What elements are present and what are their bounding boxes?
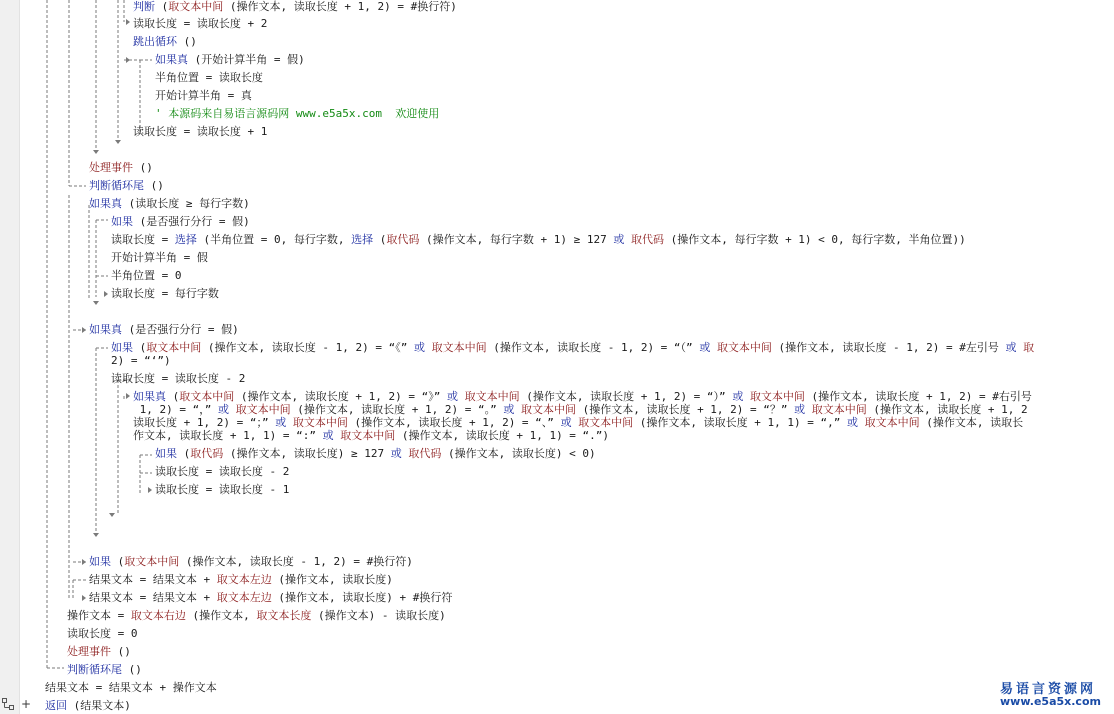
watermark-url: www.e5a5x.com — [1000, 695, 1101, 708]
code-token: (半角位置 = 0, 每行字数, — [196, 233, 352, 246]
code-token: ( — [133, 341, 147, 354]
code-token: (是否强行分行 = 假) — [122, 323, 239, 336]
code-token: 取文本中间 — [811, 403, 867, 416]
code-token: 读取长度 + 1, 2) = “；” — [133, 416, 276, 429]
code-token: ' 本源码来自易语言源码网 www.e5a5x.com 欢迎使用 — [155, 107, 440, 120]
code-token: 处理事件 — [67, 645, 111, 658]
code-token: 取文本中间 — [292, 416, 348, 429]
code-token: 取文本中间 — [340, 429, 396, 442]
code-token: 读取长度 = 读取长度 - 2 — [111, 372, 246, 385]
code-line[interactable] — [111, 352, 171, 369]
code-token: ( — [177, 447, 191, 460]
code-token: 判断 — [133, 0, 162, 13]
code-line[interactable] — [67, 643, 131, 660]
code-token: () — [122, 663, 142, 676]
code-token: 取代码 — [190, 447, 224, 460]
code-token: 取文本中间 — [464, 390, 520, 403]
code-token: 如果 — [111, 215, 133, 228]
code-token: 如果真 — [89, 323, 122, 336]
code-token: 结果文本 = 结果文本 + — [89, 591, 217, 604]
code-token: () — [177, 35, 197, 48]
code-token: 开始计算半角 = 假 — [111, 251, 208, 264]
code-token: 如果 — [111, 341, 133, 354]
code-line[interactable] — [111, 370, 245, 387]
code-token: (操作文本, 读取长度 + 1, 2) = #换行符) — [223, 0, 457, 13]
code-line[interactable] — [155, 87, 252, 104]
code-line[interactable] — [133, 427, 609, 444]
code-token: 或 — [413, 341, 425, 354]
code-token: (操作文本, 读取长度 + 1, 2) = “。” — [290, 403, 504, 416]
code-line[interactable] — [133, 15, 267, 32]
code-token: 或 — [794, 403, 806, 416]
code-token: 或 — [732, 390, 744, 403]
code-token: (操作文本, 读取长度 + 1, 2) = “）” — [519, 390, 733, 403]
code-token: (是否强行分行 = 假) — [133, 215, 250, 228]
code-token: 或 — [847, 416, 859, 429]
code-token: 如果真 — [89, 197, 122, 210]
code-token: ( — [161, 0, 169, 13]
code-line[interactable] — [67, 607, 446, 624]
code-token: (操作文本, — [185, 609, 257, 622]
code-token — [624, 233, 631, 246]
code-token: 半角位置 = 0 — [111, 269, 182, 282]
code-token: ( — [373, 233, 387, 246]
code-line[interactable] — [111, 213, 250, 230]
code-line[interactable] — [89, 195, 250, 212]
code-token: 读取长度 = — [111, 233, 175, 246]
code-token: 取文本中间 — [431, 341, 487, 354]
code-line[interactable] — [45, 697, 131, 714]
code-line[interactable] — [155, 481, 289, 498]
code-token — [710, 341, 717, 354]
code-token: 取文本中间 — [864, 416, 920, 429]
code-token: 取文本左边 — [216, 591, 272, 604]
code-token: (操作文本, 读取长度 - 1, 2) = #换行符) — [179, 555, 413, 568]
code-token: (操作文本, 读取长度 + 1, 2 — [866, 403, 1028, 416]
code-token: 取 — [1023, 341, 1035, 354]
code-token: 取文本中间 — [124, 555, 180, 568]
code-token: (操作文本, 读取长度 + 1, 1) = “,” — [633, 416, 848, 429]
code-token: 或 — [217, 403, 229, 416]
code-token: 选择 — [351, 233, 374, 246]
code-token: (操作文本, 读取长度 + 1, 2) = “》” — [234, 390, 447, 403]
code-token: () — [144, 179, 164, 192]
code-token: (结果文本) — [67, 699, 131, 712]
code-token: 取文本中间 — [146, 341, 202, 354]
code-token: (操作文本) - 读取长度) — [311, 609, 446, 622]
code-token: (操作文本, 读取长度 + 1, 1) = “.”) — [395, 429, 610, 442]
code-token: 取代码 — [386, 233, 420, 246]
code-token: (开始计算半角 = 假) — [188, 53, 305, 66]
code-token: 读取长度 = 读取长度 + 2 — [133, 17, 268, 30]
code-line[interactable] — [89, 589, 452, 606]
code-token: 取文本中间 — [578, 416, 634, 429]
code-line[interactable] — [155, 105, 439, 122]
code-token: 取文本中间 — [749, 390, 805, 403]
code-line[interactable] — [155, 463, 289, 480]
code-line[interactable] — [111, 267, 182, 284]
code-token: 如果真 — [133, 390, 166, 403]
code-line[interactable] — [89, 553, 413, 570]
code-token: 或 — [390, 447, 402, 460]
code-token: 结果文本 = 结果文本 + — [89, 573, 217, 586]
code-token: (操作文本, 读取长度) + #换行符 — [271, 591, 453, 604]
code-token: 取文本长度 — [256, 609, 312, 622]
code-token: (操作文本, 读取长度) < 0) — [441, 447, 596, 460]
code-token: 或 — [1005, 341, 1017, 354]
code-token: 读取长度 = 每行字数 — [111, 287, 219, 300]
code-token: 读取长度 = 读取长度 - 2 — [155, 465, 290, 478]
code-line[interactable] — [89, 571, 393, 588]
code-line[interactable] — [111, 249, 208, 266]
code-token: () — [133, 161, 153, 174]
code-token: (操作文本, 读取长度 + 1, 2) = #右引号 — [804, 390, 1032, 403]
code-token: 读取长度 = 读取长度 + 1 — [133, 125, 268, 138]
code-token: 1, 2) = “，” — [133, 403, 218, 416]
code-line[interactable] — [89, 159, 153, 176]
code-token: 或 — [613, 233, 625, 246]
code-token: (操作文本, 每行字数 + 1) ≥ 127 — [419, 233, 614, 246]
code-token: 或 — [560, 416, 572, 429]
code-token: 或 — [322, 429, 334, 442]
code-token — [858, 416, 865, 429]
code-line[interactable] — [111, 285, 219, 302]
code-token: 取文本中间 — [179, 390, 235, 403]
code-token: (操作文本, 读取长度 + 1, 2) = “？” — [575, 403, 795, 416]
code-token: 返回 — [45, 699, 67, 712]
code-line[interactable] — [89, 177, 164, 194]
code-token: 作文本, 读取长度 + 1, 1) = “:” — [133, 429, 323, 442]
code-token: 操作文本 = — [67, 609, 131, 622]
code-token: 或 — [699, 341, 711, 354]
code-token: 取代码 — [630, 233, 664, 246]
code-token: (操作文本, 读取长度 + 1, 2) = “、” — [347, 416, 561, 429]
code-token: (操作文本, 每行字数 + 1) < 0, 每行字数, 半角位置)) — [663, 233, 966, 246]
code-token: () — [111, 645, 131, 658]
code-token: 读取长度 = 读取长度 - 1 — [155, 483, 290, 496]
code-line[interactable] — [89, 321, 239, 338]
code-token: 读取长度 = 0 — [67, 627, 138, 640]
code-token: 或 — [503, 403, 515, 416]
code-token: 半角位置 = 读取长度 — [155, 71, 263, 84]
code-line[interactable] — [133, 33, 197, 50]
code-token: 处理事件 — [89, 161, 133, 174]
code-token: (操作文本, 读取长度 - 1, 2) = #左引号 — [771, 341, 1006, 354]
code-token: 取文本中间 — [716, 341, 772, 354]
code-line[interactable] — [133, 123, 267, 140]
code-line[interactable] — [155, 69, 263, 86]
code-token: 取文本中间 — [235, 403, 291, 416]
code-token: 或 — [446, 390, 458, 403]
watermark-title: 易语言资源网 — [1000, 682, 1097, 697]
code-line[interactable] — [67, 661, 142, 678]
code-line[interactable] — [111, 231, 966, 248]
code-token: 判断循环尾 — [67, 663, 122, 676]
code-token: ( — [166, 390, 180, 403]
code-token: 取文本中间 — [520, 403, 576, 416]
code-token: 或 — [275, 416, 287, 429]
code-line[interactable] — [45, 679, 217, 696]
code-token: (操作文本, 读取长度 - 1, 2) = “（” — [486, 341, 700, 354]
code-line[interactable] — [133, 0, 457, 15]
code-line[interactable] — [155, 51, 305, 68]
code-token: 判断循环尾 — [89, 179, 144, 192]
code-line[interactable] — [111, 339, 1034, 356]
code-line[interactable] — [155, 445, 596, 462]
code-token: 取文本中间 — [168, 0, 224, 13]
code-token: (操作文本, 读取长 — [919, 416, 1024, 429]
code-token: 如果 — [155, 447, 177, 460]
code-token: 结果文本 = 结果文本 + 操作文本 — [45, 681, 217, 694]
code-token: (操作文本, 读取长度) ≥ 127 — [223, 447, 391, 460]
code-token: 如果 — [89, 555, 111, 568]
code-token: 跳出循环 — [133, 35, 177, 48]
code-token: ( — [111, 555, 125, 568]
code-token: 取代码 — [408, 447, 442, 460]
code-line[interactable] — [67, 625, 138, 642]
code-token: 如果真 — [155, 53, 188, 66]
code-token: (操作文本, 读取长度) — [271, 573, 393, 586]
code-token: 选择 — [174, 233, 197, 246]
code-token: (读取长度 ≥ 每行字数) — [122, 197, 250, 210]
code-token: 取文本左边 — [216, 573, 272, 586]
expand-plus-icon[interactable]: + — [21, 697, 32, 711]
code-token — [425, 341, 432, 354]
code-token: 取文本右边 — [130, 609, 186, 622]
code-token: 2) = “‘”) — [111, 354, 171, 367]
code-token: 开始计算半角 = 真 — [155, 89, 252, 102]
code-token: (操作文本, 读取长度 - 1, 2) = “《” — [201, 341, 414, 354]
